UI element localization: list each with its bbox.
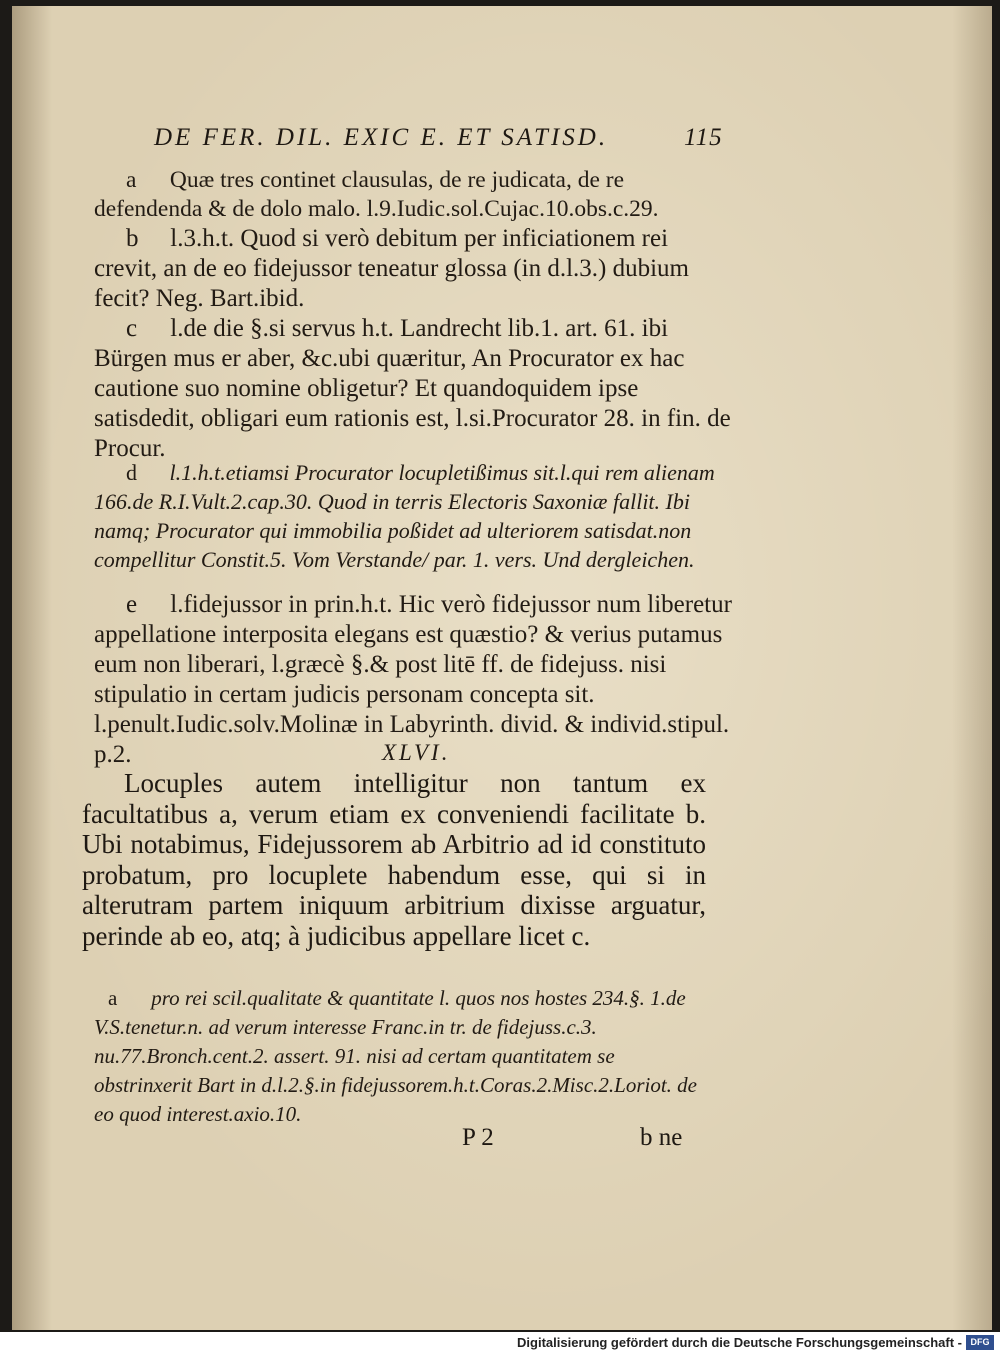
footnote-text: pro rei scil.qualitate & quantitate l. quos nos hostes 234.§. 1.de V.S.tenetur.n. ad verum interesse Franc.in tr. de fidejuss.c.3. nu.77.Bronch.cent.2. assert. 91. nisi ad certam quantitatem se obstrinxerit Bart in d.l.2.§.in fidejussorem.h.t.Coras.2.Misc.2.Loriot. de eo quod interest.axio.10.	[94, 986, 697, 1126]
running-header	[154, 124, 754, 152]
note-text: l.de die §.si servus h.t. Landrecht lib.1. art. 61. ibi Bürgen mus er aber, &c.ubi quæritur, An Procurator ex hac cautione suo nomine obligetur? Et quandoquidem ipse satisdedit, obligari eum rationis est, l.si.Procurator 28. in fin. de Procur.	[94, 315, 731, 462]
note-a	[94, 166, 734, 224]
note-label: b	[126, 225, 139, 252]
catchword: b ne	[640, 1124, 683, 1151]
note-text: l.3.h.t. Quod si verò debitum per inficiationem rei crevit, an de eo fidejussor teneatur glossa (in d.l.3.) dubium fecit? Neg. Bart.ibid.	[94, 225, 689, 312]
footer-credit: Digitalisierung gefördert durch die Deutsche Forschungsgemeinschaft -	[517, 1335, 962, 1350]
note-d	[94, 458, 734, 574]
note-text: Quæ tres continet clausulas, de re judicata, de re defendenda & de dolo malo. l.9.Iudic.sol.Cujac.10.obs.c.29.	[94, 167, 659, 222]
book-page	[12, 6, 992, 1330]
section-numeral: XLVI.	[382, 740, 451, 765]
footnote-a	[94, 984, 714, 1129]
page-number: 115	[684, 124, 723, 151]
digitization-footer	[0, 1332, 1000, 1354]
note-label: c	[126, 315, 138, 342]
signature-mark: P 2	[462, 1124, 494, 1151]
dfg-logo-icon: DFG	[966, 1335, 994, 1350]
note-b	[94, 224, 734, 314]
footnote-label: a	[108, 986, 118, 1010]
running-title: DE FER. DIL. EXIC E. ET SATISD.	[154, 124, 609, 151]
note-label: a	[126, 167, 137, 193]
main-paragraph: Locuples autem intelligitur non tantum ex facultatibus a, verum etiam ex conveniendi facilitate b. Ubi notabimus, Fidejussorem ab Arbitrio ad id constituto probatum, pro locuplete habendum esse, qui si in alterutram partem iniquum arbitrium dixisse arguatur, perinde ab eo, atq; à judicibus appellare licet c.	[82, 768, 706, 951]
note-c	[94, 314, 734, 464]
note-label: e	[126, 591, 138, 618]
note-text: l.1.h.t.etiamsi Procurator locupletißimus sit.l.qui rem alienam 166.de R.I.Vult.2.cap.30. Quod in terris Electoris Saxoniæ fallit. Ibi namq; Procurator qui immobilia poßidet ad ulteriorem satisdat.non compellitur Constit.5. Vom Verstande/ par. 1. vers. Und dergleichen.	[94, 460, 715, 572]
note-label: d	[126, 460, 137, 485]
note-text: l.fidejussor in prin.h.t. Hic verò fidejussor num liberetur appellatione interposita elegans est quæstio? & verius putamus eum non liberari, l.græcè §.& post litē ff. de fidejuss. nisi stipulatio in certam judicis personam concepta sit. l.penult.Iudic.solv.Molinæ in Labyrinth. divid. & individ.stipul. p.2.	[94, 591, 732, 768]
